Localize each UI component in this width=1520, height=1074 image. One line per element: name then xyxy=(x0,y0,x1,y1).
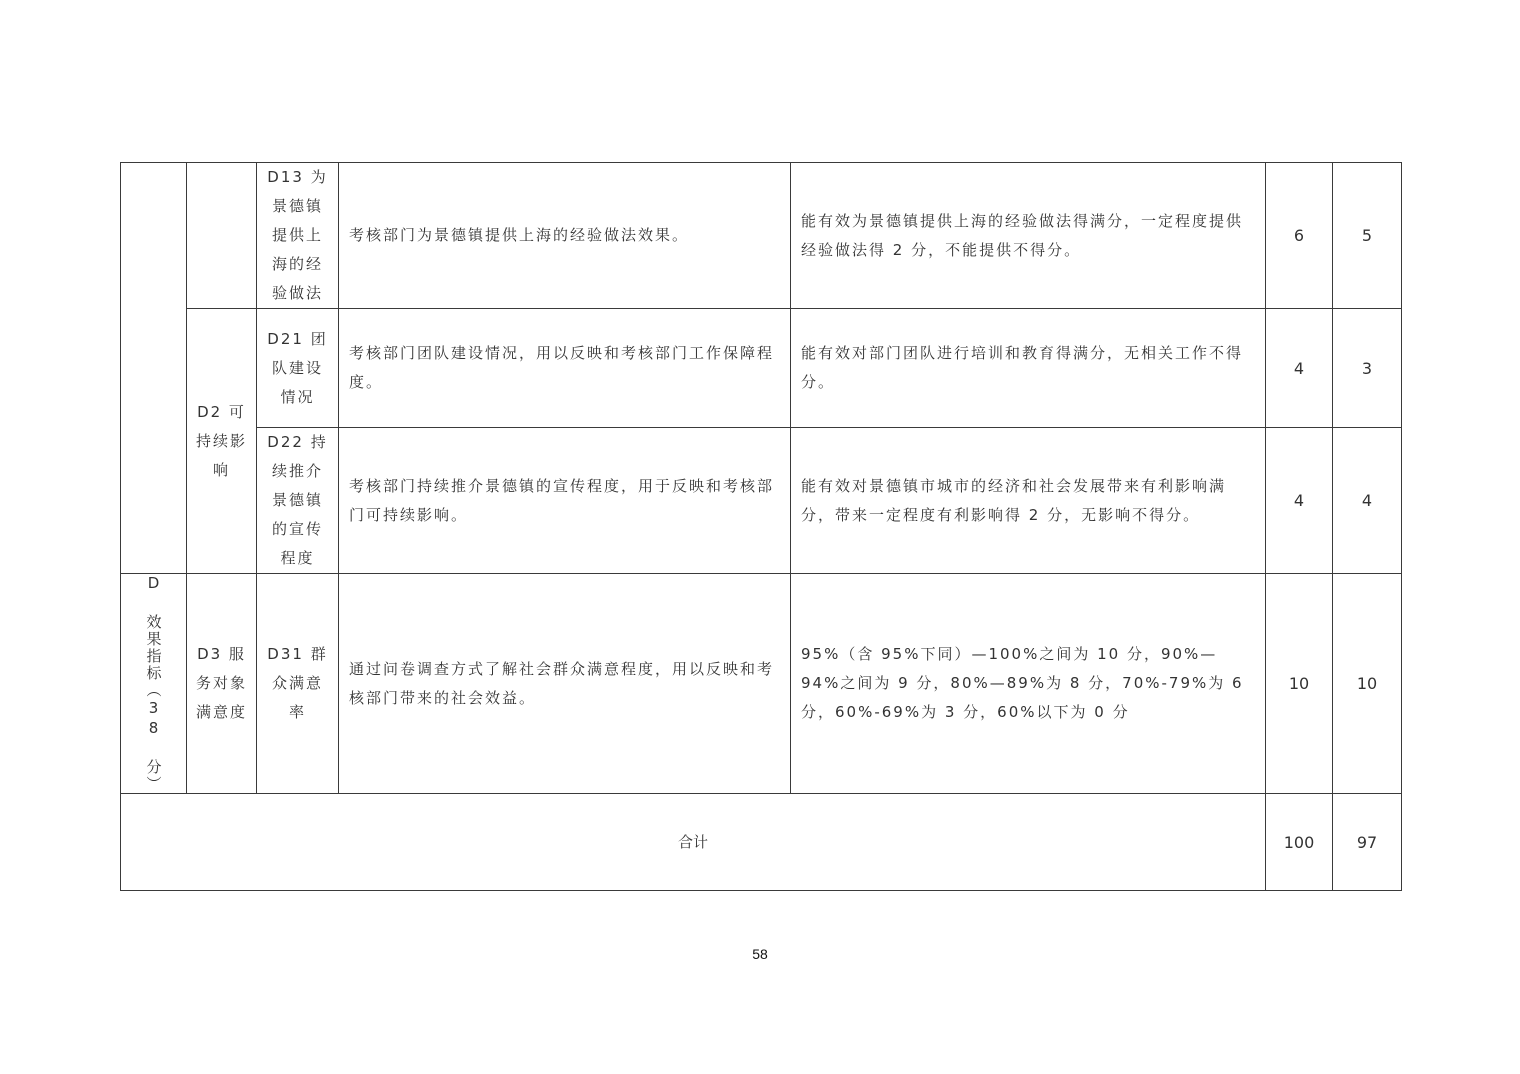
criteria-cell: 能有效为景德镇提供上海的经验做法得满分，一定程度提供经验做法得 2 分，不能提供不得分。 xyxy=(791,163,1266,309)
page-number: 58 xyxy=(752,946,768,962)
table-row xyxy=(121,574,1402,794)
full-score-cell: 4 xyxy=(1266,428,1333,574)
total-row xyxy=(121,794,1402,891)
explanation-cell: 通过问卷调查方式了解社会群众满意程度，用以反映和考核部门带来的社会效益。 xyxy=(339,574,791,794)
explanation-cell: 考核部门为景德镇提供上海的经验做法效果。 xyxy=(339,163,791,309)
table-row xyxy=(121,309,1402,428)
criteria-cell: 95%（含 95%下同）—100%之间为 10 分，90%—94%之间为 9 分，80%—89%为 8 分，70%-79%为 6 分，60%-69%为 3 分，60%以下为 0 分 xyxy=(791,574,1266,794)
indicator-l2-cell: D3 服务对象满意度 xyxy=(187,574,257,794)
indicator-l1-label: D 效果指标（38 分） xyxy=(144,574,163,793)
score-cell: 5 xyxy=(1333,163,1402,309)
criteria-cell: 能有效对部门团队进行培训和教育得满分，无相关工作不得分。 xyxy=(791,309,1266,428)
score-cell: 4 xyxy=(1333,428,1402,574)
total-full-score: 100 xyxy=(1266,794,1333,891)
full-score-cell: 10 xyxy=(1266,574,1333,794)
score-cell: 3 xyxy=(1333,309,1402,428)
indicator-l1-cell xyxy=(121,574,187,794)
total-score: 97 xyxy=(1333,794,1402,891)
full-score-cell: 6 xyxy=(1266,163,1333,309)
total-label: 合计 xyxy=(121,794,1266,891)
indicator-l3-cell: D22 持续推介景德镇的宣传程度 xyxy=(257,428,339,574)
indicator-l3-cell: D13 为景德镇提供上海的经验做法 xyxy=(257,163,339,309)
full-score-cell: 4 xyxy=(1266,309,1333,428)
score-cell: 10 xyxy=(1333,574,1402,794)
table-row xyxy=(121,163,1402,309)
explanation-cell: 考核部门持续推介景德镇的宣传程度，用于反映和考核部门可持续影响。 xyxy=(339,428,791,574)
indicator-l3-cell: D21 团队建设情况 xyxy=(257,309,339,428)
table-row xyxy=(121,428,1402,574)
evaluation-table xyxy=(120,162,1402,891)
indicator-l3-cell: D31 群众满意率 xyxy=(257,574,339,794)
explanation-cell: 考核部门团队建设情况，用以反映和考核部门工作保障程度。 xyxy=(339,309,791,428)
indicator-l1-cell-empty xyxy=(121,163,187,574)
indicator-l2-cell: D2 可持续影响 xyxy=(187,309,257,574)
indicator-l2-cell-empty xyxy=(187,163,257,309)
criteria-cell: 能有效对景德镇市城市的经济和社会发展带来有利影响满分，带来一定程度有利影响得 2 分，无影响不得分。 xyxy=(791,428,1266,574)
